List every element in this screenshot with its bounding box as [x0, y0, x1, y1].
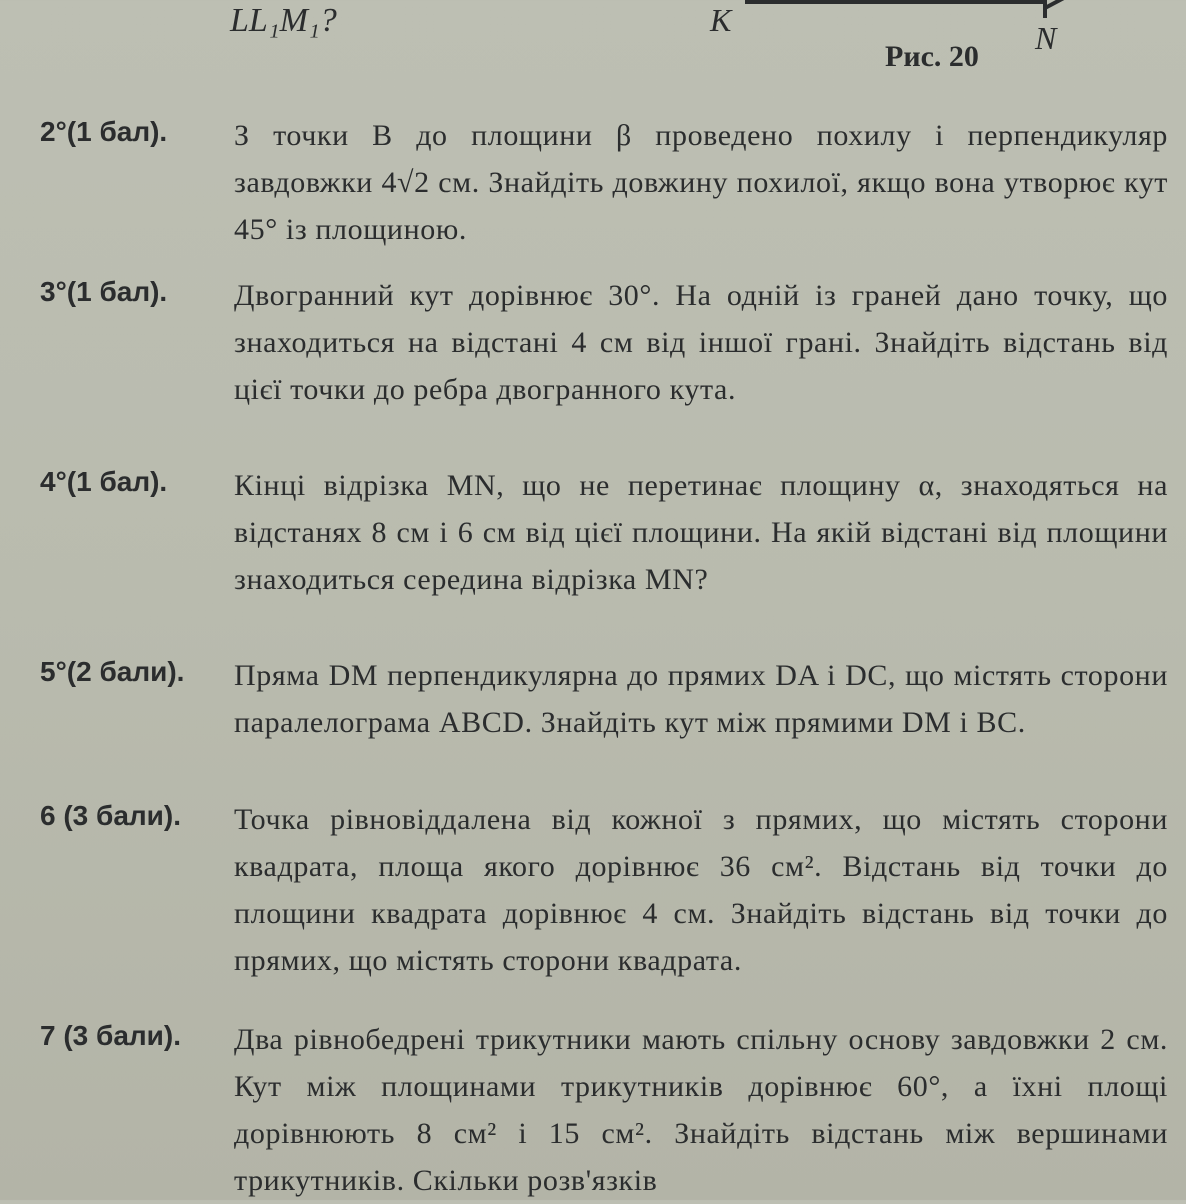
figure-caption: Рис. 20 [885, 40, 979, 73]
figure-edge-top [745, 0, 1045, 4]
problem-text: З точки B до площини β проведено похилу і перпендикуляр завдовжки 4√2 см. Знайдіть довжину похилої, якщо вона утворює кут 45° із площиною. [234, 119, 1168, 246]
problem-label: 7 (3 бали). [40, 1020, 181, 1051]
previous-question-fragment: LL₁M₁? [230, 2, 337, 39]
problem-text: Кінці відрізка MN, що не перетинає площину α, знаходяться на відстанях 8 см і 6 см від цієї площини. На якій відстані від площини знаходиться середина відрізка MN? [234, 469, 1168, 596]
problem-label: 2°(1 бал). [40, 116, 168, 147]
problem-text: Пряма DM перпендикулярна до прямих DA і DC, що містять сторони паралелограма ABCD. Знайдіть кут між прямими DM і BC. [234, 659, 1168, 739]
problem-label: 3°(1 бал). [40, 276, 168, 307]
problem-label: 6 (3 бали). [40, 800, 181, 831]
problem-text: Точка рівновіддалена від кожної з прямих, що містять сторони квадрата, площа якого дорівнює 36 см². Відстань від точки до площини квадрата дорівнює 4 см. Знайдіть відстань від точки до прямих, що містять сторони квадрата. [234, 803, 1168, 977]
problem-label: 5°(2 бали). [40, 656, 185, 687]
problem-text: Двогранний кут дорівнює 30°. На одній із граней дано точку, що знаходиться на відстані 4 см від іншої грані. Знайдіть відстань від цієї точки до ребра двогранного кута. [234, 279, 1168, 406]
problem-label: 4°(1 бал). [40, 466, 168, 497]
figure-vertex-k: K [710, 2, 732, 38]
figure-vertex-n: N [1035, 20, 1057, 56]
figure-edge-diagonal [1044, 0, 1085, 10]
problem-text: Два рівнобедрені трикутники мають спільну основу завдовжки 2 см. Кут між площинами трикутників дорівнює 60°, а їхні площі дорівнюють 8 см² і 15 см². Знайдіть відстань між вершинами трикутників. Скільки розв'язків [234, 1023, 1168, 1197]
